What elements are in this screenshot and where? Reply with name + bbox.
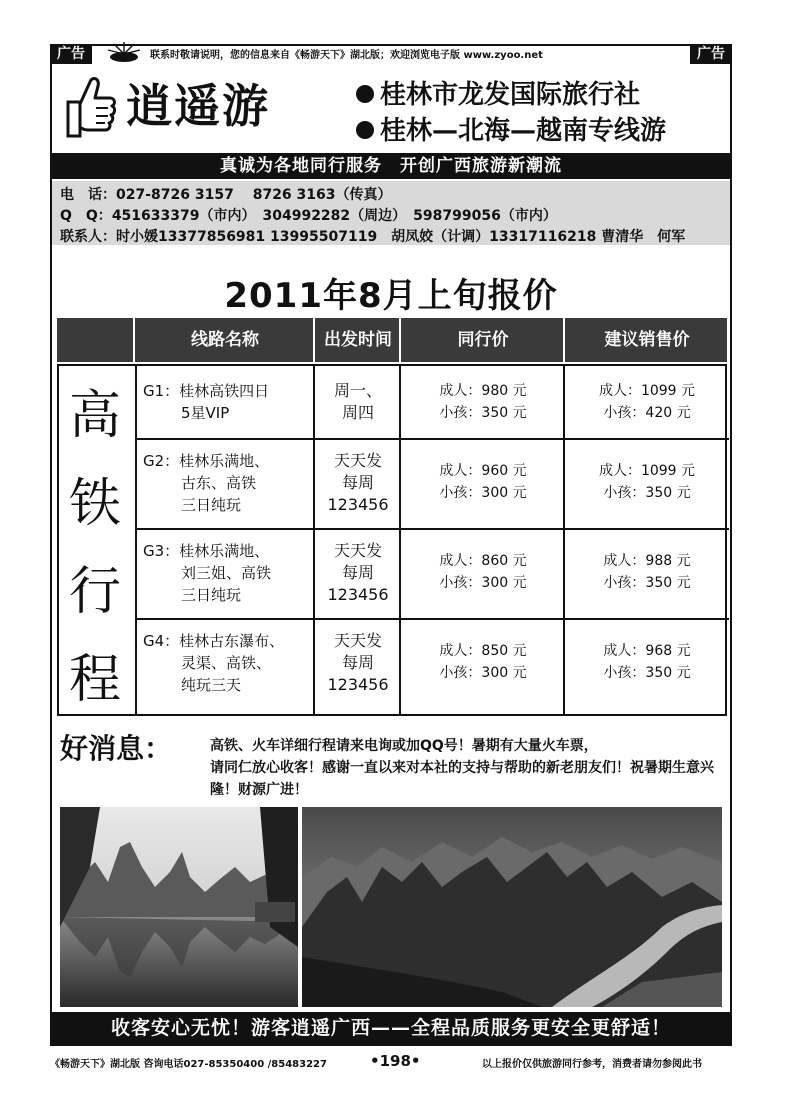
ad-tag-left: 广告 (50, 44, 92, 64)
agency-name: 桂林市龙发国际旅行社 (380, 80, 641, 110)
table-row-retail-price: 成人：968 元 小孩：350 元 (603, 643, 691, 681)
footer-left: 《畅游天下》湖北版 咨询电话027-85350400 /85483227 (50, 1059, 327, 1070)
special-route-line (356, 110, 666, 147)
agency-name-line (356, 74, 640, 111)
table-row-peer-price: 成人：960 元 小孩：300 元 (439, 463, 527, 501)
table-row-peer-price: 成人：980 元 小孩：350 元 (439, 383, 527, 421)
table-row-retail-price: 成人：1099 元 小孩：420 元 (598, 383, 696, 421)
table-header (57, 318, 727, 362)
table-row-depart: 天天发 每周 123456 (327, 451, 389, 514)
bottom-slogan-bar: 收客安心无忧！游客逍遥广西——全程品质服务更安全更舒适！ (52, 1012, 730, 1044)
thumbs-up-icon (58, 72, 118, 140)
special-route: 桂林—北海—越南专线游 (380, 116, 667, 146)
footer-right: 以上报价仅供旅游同行参考，消费者请勿参阅此书 (482, 1059, 702, 1070)
table-row-depart: 天天发 每周 123456 (327, 541, 389, 604)
brand-name: 逍遥游 (126, 79, 270, 133)
slogan-bar: 真诚为各地同行服务 开创广西旅游新潮流 (52, 153, 730, 179)
bullet-dot-icon (356, 85, 374, 103)
top-note: 联系时敬请说明，您的信息来自《畅游天下》湖北版；欢迎浏览电子版 www.zyoo.net (150, 50, 543, 61)
bullet-dot-icon (356, 121, 374, 139)
side-label: 高 铁 行 程 (68, 386, 121, 710)
table-row-retail-price: 成人：1099 元 小孩：350 元 (598, 463, 696, 501)
contact-persons: 联系人：时小媛13377856981 13995507119 胡凤姣（计调）13317116218 曹清华 何军 (60, 229, 686, 245)
good-news-text: 高铁、火车详细行程请来电询或加QQ号！暑期有大量火车票， 请同仁放心收客！感谢一直以来对本社的支持与帮助的新老朋友们！祝暑期生意兴隆！财源广进！ (210, 738, 714, 798)
ad-tag-right: 广告 (690, 44, 732, 64)
table-row-route: G1：桂林高铁四日 5星VIP (143, 382, 270, 422)
table-row-depart: 天天发 每周 123456 (327, 631, 389, 694)
table-row-depart: 周一、 周四 (333, 381, 382, 422)
table-row-peer-price: 成人：850 元 小孩：300 元 (439, 643, 527, 681)
karst-landscape-photo (302, 807, 722, 1007)
publication-logo-icon (100, 40, 148, 64)
price-table (57, 364, 727, 716)
contact-qq: Q Q：451633379（市内） 304992282（周边） 598799056（市内） (60, 208, 557, 224)
header-depart: 出发时间 (313, 318, 401, 362)
guilin-river-photo (60, 807, 298, 1007)
header-peer-price: 同行价 (399, 318, 565, 362)
table-row-route: G2：桂林乐满地、 古东、高铁 三日纯玩 (143, 452, 270, 514)
table-row-peer-price: 成人：860 元 小孩：300 元 (439, 553, 527, 591)
page-number: •198• (370, 1052, 421, 1070)
main-title: 2011年8月上旬报价 (224, 276, 558, 316)
table-row-route: G3：桂林乐满地、 刘三姐、高铁 三日纯玩 (143, 542, 272, 604)
contact-phone: 电 话：027-8726 3157 8726 3163（传真） (60, 187, 392, 203)
header-route: 线路名称 (133, 318, 315, 362)
header-retail-price: 建议销售价 (563, 318, 729, 362)
table-row-retail-price: 成人：988 元 小孩：350 元 (603, 553, 691, 591)
table-row-route: G4：桂林古东瀑布、 灵渠、高铁、 纯玩三天 (143, 632, 285, 694)
good-news-title: 好消息： (60, 732, 173, 765)
